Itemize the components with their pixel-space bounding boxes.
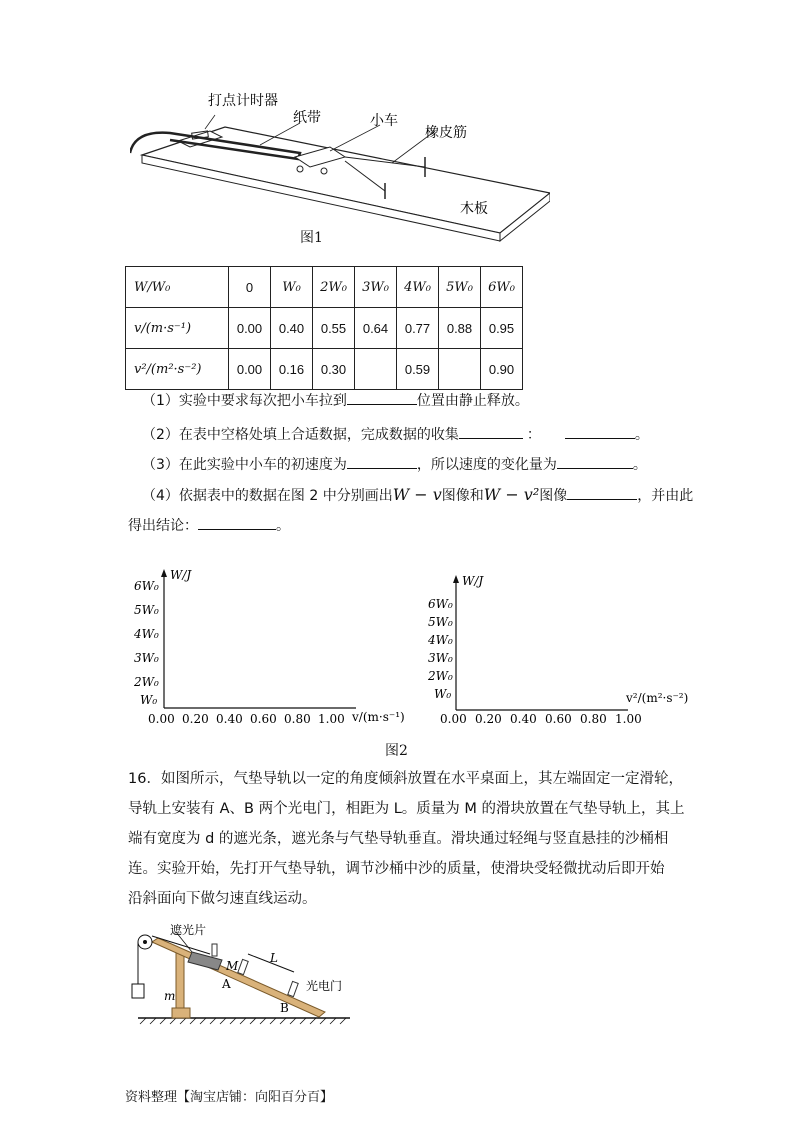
answer-blank[interactable] <box>347 390 417 405</box>
q4-wv2: W − v² <box>483 485 540 504</box>
label-A: A <box>222 977 231 991</box>
q2-text: （2）在表中空格处填上合适数据，完成数据的收集 <box>142 427 459 443</box>
ytick: 2W₀ <box>134 675 159 689</box>
table-cell: 0.59 <box>397 349 439 390</box>
ylabel: W/J <box>462 574 484 588</box>
label-L: L <box>270 951 278 965</box>
label-m: m <box>164 989 176 1003</box>
xtick: 0.00 <box>148 712 175 726</box>
graph-w-v2 <box>420 570 710 733</box>
table-cell: 0.88 <box>439 308 481 349</box>
row-label: v²/(m²·s⁻²) <box>126 349 229 390</box>
question-3 <box>142 454 647 474</box>
q3-text-mid: ，所以速度的变化量为 <box>416 457 557 473</box>
xtick: 1.00 <box>318 712 345 726</box>
q1-text-end: 位置由静止释放。 <box>416 393 529 409</box>
xtick: 0.80 <box>580 712 607 726</box>
ytick: 6W₀ <box>134 579 159 593</box>
table-cell: 0.64 <box>355 308 397 349</box>
label-band: 橡皮筋 <box>425 125 467 141</box>
answer-blank[interactable] <box>198 515 276 530</box>
xtick: 0.00 <box>440 712 467 726</box>
table-cell: 0.00 <box>229 308 271 349</box>
table-cell: 0.77 <box>397 308 439 349</box>
answer-blank[interactable] <box>347 454 417 469</box>
ytick: 6W₀ <box>428 597 453 611</box>
header-cell: W/W₀ <box>126 267 229 308</box>
question-4 <box>142 485 693 505</box>
footer-text: 资料整理【淘宝店铺：向阳百分百】 <box>125 1090 334 1105</box>
answer-blank[interactable] <box>557 454 633 469</box>
ytick: 4W₀ <box>428 633 453 647</box>
header-cell: 0 <box>229 267 271 308</box>
xlabel: v²/(m²·s⁻²) <box>626 691 689 705</box>
xtick: 1.00 <box>615 712 642 726</box>
label-gate: 光电门 <box>306 979 343 993</box>
ytick: 3W₀ <box>134 651 159 665</box>
answer-blank[interactable] <box>565 424 635 439</box>
q1-text: （1）实验中要求每次把小车拉到 <box>142 393 347 409</box>
figure2-caption: 图2 <box>385 743 408 759</box>
question-2 <box>142 424 649 444</box>
q2-end: 。 <box>634 427 649 443</box>
ytick: 2W₀ <box>428 669 453 683</box>
q4-text: （4）依据表中的数据在图 2 中分别画出 <box>142 488 393 504</box>
problem-line: 导轨上安装有 A、B 两个光电门，相距为 L。质量为 M 的滑块放置在气垫导轨上，其上 <box>128 801 685 817</box>
ytick: W₀ <box>140 693 158 707</box>
xlabel: v/(m·s⁻¹) <box>352 710 405 724</box>
table-row <box>126 349 523 390</box>
ytick: 5W₀ <box>428 615 453 629</box>
label-shade: 遮光片 <box>170 923 207 937</box>
table-row <box>126 308 523 349</box>
q3-end: 。 <box>632 457 647 473</box>
label-tape: 纸带 <box>293 110 321 126</box>
header-cell: 3W₀ <box>355 267 397 308</box>
table-cell: 0.00 <box>229 349 271 390</box>
q4-text-e: 得出结论： <box>128 518 198 534</box>
answer-blank[interactable] <box>567 485 637 500</box>
problem16-text <box>128 764 688 914</box>
label-cart: 小车 <box>370 113 398 129</box>
table-cell <box>355 349 397 390</box>
label-B: B <box>280 1001 289 1015</box>
label-timer: 打点计时器 <box>208 93 278 109</box>
xtick: 0.20 <box>475 712 502 726</box>
table-cell: 0.90 <box>481 349 523 390</box>
question-4-cont <box>128 515 290 535</box>
table-cell: 0.30 <box>313 349 355 390</box>
q4-text-d: ，并由此 <box>637 488 694 504</box>
figure3-air-track <box>130 920 400 1030</box>
q4-end: 。 <box>276 518 290 534</box>
label-M: M <box>226 959 239 973</box>
question-1 <box>142 390 529 410</box>
q4-text-c: 图像 <box>539 488 568 504</box>
problem-line: 端有宽度为 d 的遮光条，遮光条与气垫导轨垂直。滑块通过轻绳与竖直悬挂的沙桶相 <box>128 831 669 847</box>
q2-sep: ： <box>526 427 541 443</box>
xtick: 0.40 <box>216 712 243 726</box>
xtick: 0.80 <box>284 712 311 726</box>
table-cell <box>439 349 481 390</box>
table-header-row <box>126 267 523 308</box>
table-cell: 0.40 <box>271 308 313 349</box>
answer-blank[interactable] <box>459 424 523 439</box>
header-cell: W₀ <box>271 267 313 308</box>
figure1-caption: 图1 <box>300 230 323 246</box>
ytick: 4W₀ <box>134 627 159 641</box>
xtick: 0.60 <box>250 712 277 726</box>
ytick: 3W₀ <box>428 651 453 665</box>
xtick: 0.20 <box>182 712 209 726</box>
q4-text-b: 图像和 <box>441 488 484 504</box>
xtick: 0.40 <box>510 712 537 726</box>
label-board: 木板 <box>460 201 488 217</box>
header-cell: 4W₀ <box>397 267 439 308</box>
table-cell: 0.55 <box>313 308 355 349</box>
figure1-apparatus <box>130 85 550 245</box>
table-cell: 0.16 <box>271 349 313 390</box>
q4-wv: W − v <box>392 485 442 504</box>
problem-line: 连。实验开始，先打开气垫导轨，调节沙桶中沙的质量，使滑块受轻微扰动后即开始 <box>128 861 665 877</box>
data-table <box>125 266 523 390</box>
header-cell: 2W₀ <box>313 267 355 308</box>
row-label: v/(m·s⁻¹) <box>126 308 229 349</box>
table-cell: 0.95 <box>481 308 523 349</box>
graph-w-v <box>128 563 418 733</box>
ytick: W₀ <box>434 687 452 701</box>
problem-line: 16．如图所示，气垫导轨以一定的角度倾斜放置在水平桌面上，其左端固定一定滑轮， <box>128 771 683 787</box>
ylabel: W/J <box>170 568 192 582</box>
problem-line: 沿斜面向下做匀速直线运动。 <box>128 891 317 907</box>
q3-text: （3）在此实验中小车的初速度为 <box>142 457 347 473</box>
header-cell: 6W₀ <box>481 267 523 308</box>
xtick: 0.60 <box>545 712 572 726</box>
ytick: 5W₀ <box>134 603 159 617</box>
header-cell: 5W₀ <box>439 267 481 308</box>
